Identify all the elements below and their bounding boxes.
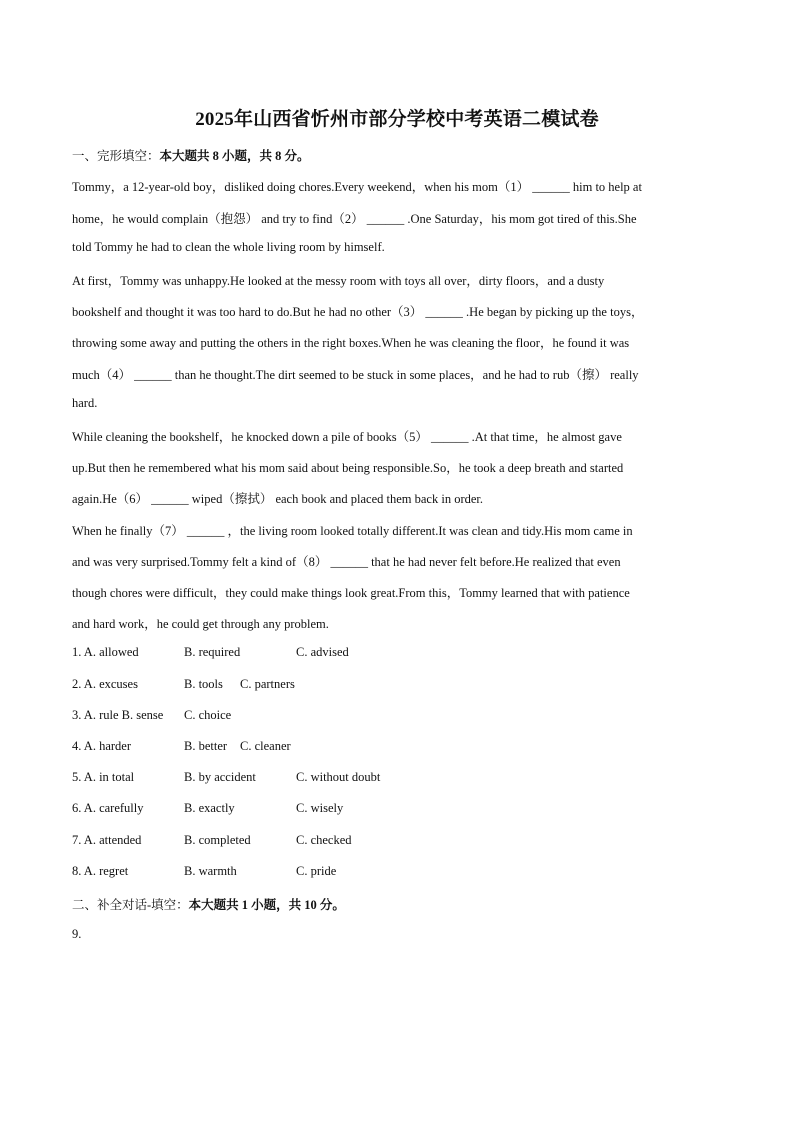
section-2-prefix: 二、补全对话-填空： xyxy=(72,898,189,912)
passage-line: Tommy，a 12-year-old boy，disliked doing chores.Every weekend，when his mom（1） ______ him to help at xyxy=(72,180,642,194)
option-a: 7. A. attended xyxy=(72,833,142,847)
passage-line: At first，Tommy was unhappy.He looked at the messy room with toys all over，dirty floors，and a dusty xyxy=(72,274,605,288)
option-c: C. advised xyxy=(296,645,349,659)
option-b: B. tools xyxy=(184,677,223,691)
option-c: C. choice xyxy=(184,708,232,722)
option-c: C. wisely xyxy=(296,801,344,815)
passage-line: While cleaning the bookshelf，he knocked down a pile of books（5） ______ .At that time，he almost gave xyxy=(72,430,622,444)
passage-line: home，he would complain（抱怨） and try to find（2） ______ .One Saturday，his mom got tired of this.She xyxy=(72,212,637,226)
option-a: 5. A. in total xyxy=(72,770,135,784)
passage-line: though chores were difficult，they could make things look great.From this，Tommy learned that with patience xyxy=(72,586,630,600)
question-9-number: 9. xyxy=(72,927,82,941)
section-heading-1 xyxy=(72,146,310,164)
option-a: 3. A. rule B. sense xyxy=(72,708,164,722)
option-c: C. pride xyxy=(296,864,337,878)
option-c: C. cleaner xyxy=(240,739,291,753)
page-title: 2025年山西省忻州市部分学校中考英语二模试卷 xyxy=(195,109,599,130)
option-b: B. completed xyxy=(184,833,251,847)
passage-line: throwing some away and putting the others in the right boxes.When he was cleaning the floor，he found it was xyxy=(72,336,630,350)
option-a: 2. A. excuses xyxy=(72,677,138,691)
passage-line: bookshelf and thought it was too hard to do.But he had no other（3） ______ .He began by picking up the toys， xyxy=(72,305,644,319)
section-heading-2 xyxy=(72,895,345,913)
passage-line: up.But then he remembered what his mom said about being responsible.So，he took a deep breath and started xyxy=(72,461,624,475)
option-c: C. without doubt xyxy=(296,770,381,784)
option-b: B. warmth xyxy=(184,864,237,878)
option-b: B. exactly xyxy=(184,801,235,815)
section-1-prefix: 一、完形填空： xyxy=(72,149,160,163)
passage-line: told Tommy he had to clean the whole living room by himself. xyxy=(72,240,385,254)
passage-line: When he finally（7） ______ ，the living room looked totally different.It was clean and tidy.His mom came in xyxy=(72,524,633,538)
passage-line: much（4） ______ than he thought.The dirt seemed to be stuck in some places，and he had to rub（擦） really xyxy=(72,368,639,382)
option-b: B. better xyxy=(184,739,228,753)
option-b: B. by accident xyxy=(184,770,256,784)
option-a: 1. A. allowed xyxy=(72,645,139,659)
passage-line: and was very surprised.Tommy felt a kind of（8） ______ that he had never felt before.He realized that even xyxy=(72,555,621,569)
section-2-info: 本大题共 1 小题，共 10 分。 xyxy=(188,898,345,912)
section-1-info: 本大题共 8 小题，共 8 分。 xyxy=(159,149,310,163)
passage-line: hard. xyxy=(72,396,98,410)
passage-line: and hard work，he could get through any problem. xyxy=(72,617,329,631)
option-a: 6. A. carefully xyxy=(72,801,144,815)
passage-line: again.He（6） ______ wiped（擦拭） each book and placed them back in order. xyxy=(72,492,483,506)
option-a: 4. A. harder xyxy=(72,739,132,753)
option-a: 8. A. regret xyxy=(72,864,129,878)
option-c: C. checked xyxy=(296,833,352,847)
option-c: C. partners xyxy=(240,677,295,691)
option-b: B. required xyxy=(184,645,241,659)
